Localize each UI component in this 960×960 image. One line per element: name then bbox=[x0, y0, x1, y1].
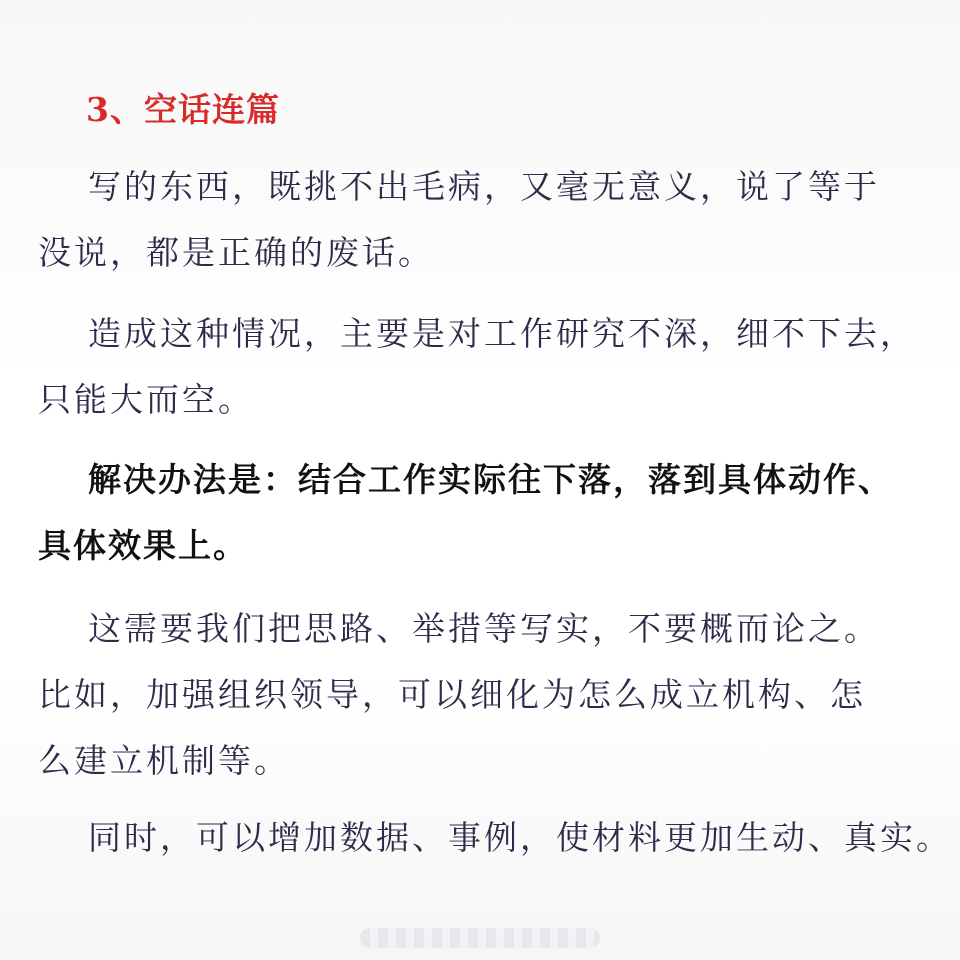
paragraph-line: 这需要我们把思路、举措等写实，不要概而论之。 bbox=[88, 609, 880, 648]
paragraph-3-solution bbox=[38, 447, 918, 579]
paragraph-5 bbox=[38, 805, 952, 871]
paragraph-4 bbox=[38, 596, 918, 794]
paragraph-1 bbox=[38, 154, 918, 286]
paragraph-line: 造成这种情况，主要是对工作研究不深，细不下去， bbox=[88, 314, 916, 353]
paragraph-line: 比如，加强组织领导，可以细化为怎么成立机构、怎 bbox=[38, 675, 866, 714]
paragraph-line: 解决办法是：结合工作实际往下落，落到具体动作、 bbox=[88, 460, 893, 499]
paragraph-line: 写的东西，既挑不出毛病，又毫无意义，说了等于 bbox=[88, 167, 880, 206]
paragraph-line: 么建立机制等。 bbox=[38, 741, 290, 780]
paragraph-line: 只能大而空。 bbox=[38, 380, 254, 419]
blurred-watermark bbox=[360, 928, 600, 948]
paragraph-line: 没说，都是正确的废话。 bbox=[38, 233, 434, 272]
section-heading: 3、空话连篇 bbox=[86, 90, 280, 129]
paragraph-line: 同时，可以增加数据、事例，使材料更加生动、真实。 bbox=[88, 818, 952, 857]
paragraph-line: 具体效果上。 bbox=[38, 526, 248, 565]
paragraph-2 bbox=[38, 301, 918, 433]
